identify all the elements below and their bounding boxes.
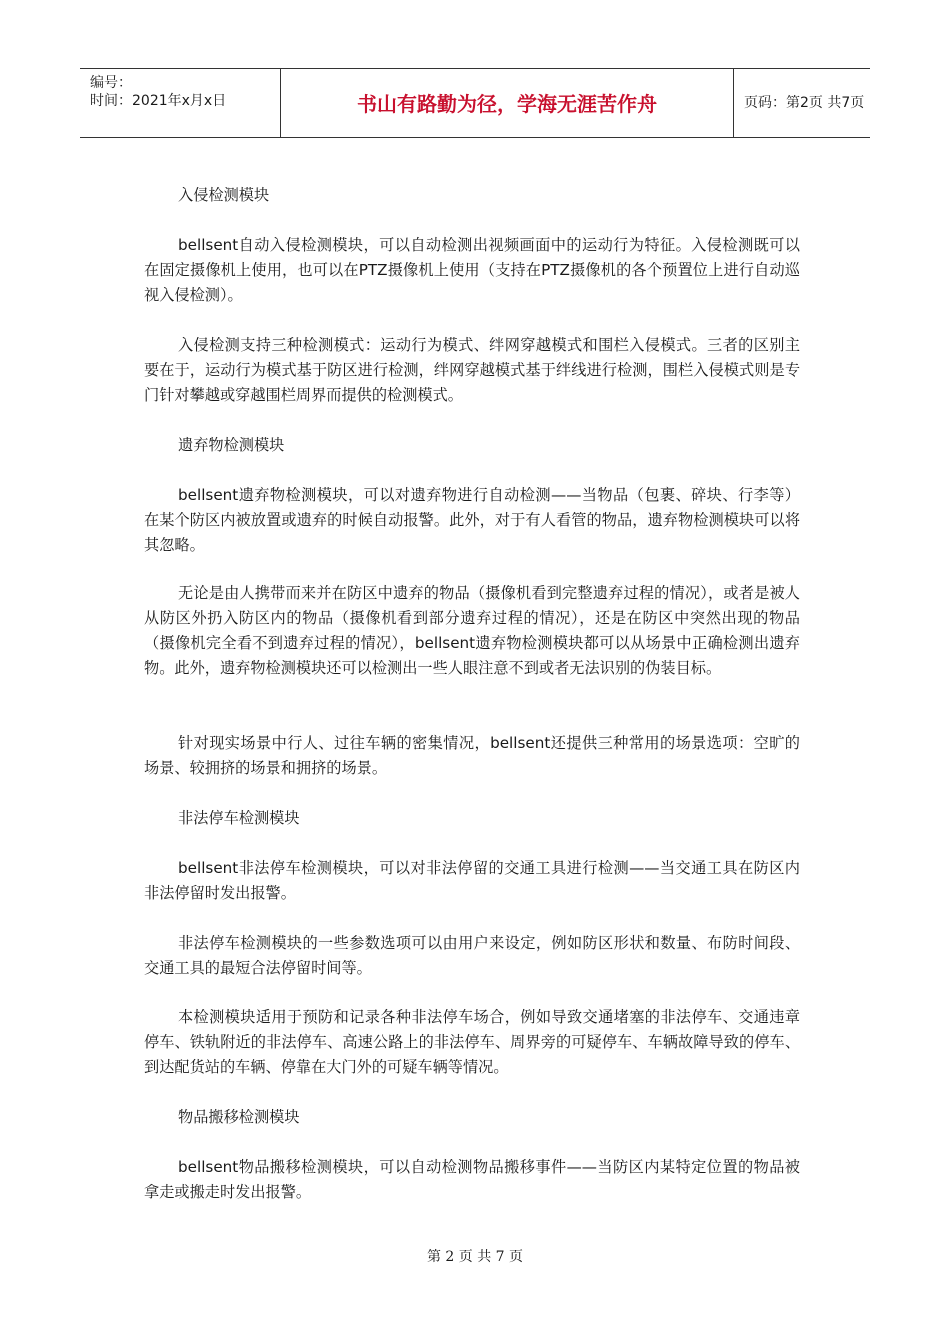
body-paragraph: 本检测模块适用于预防和记录各种非法停车场合，例如导致交通堵塞的非法停车、交通违章停车、铁轨附近的非法停车、高速公路上的非法停车、周界旁的可疑停车、车辆故障导致的停车、到达配货站的车辆、停靠在大门外的可疑车辆等情况。 <box>144 1008 800 1076</box>
page-footer: 第 2 页 共 7 页 <box>426 1249 524 1265</box>
header-page-number: 页码：第2页 共7页 <box>744 95 865 111</box>
document-number-label: 编号： <box>90 75 132 91</box>
header-info-cell <box>80 69 281 137</box>
section-heading: 物品搬移检测模块 <box>178 1108 300 1126</box>
body-paragraph: bellsent遗弃物检测模块，可以对遗弃物进行自动检测——当物品（包裹、碎块、行李等）在某个防区内被放置或遗弃的时候自动报警。此外，对于有人看管的物品，遗弃物检测模块可以将其忽略。 <box>144 486 800 554</box>
body-paragraph: 非法停车检测模块的一些参数选项可以由用户来设定，例如防区形状和数量、布防时间段、交通工具的最短合法停留时间等。 <box>144 934 800 977</box>
document-header <box>80 68 870 138</box>
body-paragraph: bellsent自动入侵检测模块，可以自动检测出视频画面中的运动行为特征。入侵检测既可以在固定摄像机上使用，也可以在PTZ摄像机上使用（支持在PTZ摄像机的各个预置位上进行自动巡视入侵检测）。 <box>144 236 800 304</box>
header-motto: 书山有路勤为径，学海无涯苦作舟 <box>357 92 657 116</box>
body-paragraph: 针对现实场景中行人、过往车辆的密集情况，bellsent还提供三种常用的场景选项：空旷的场景、较拥挤的场景和拥挤的场景。 <box>144 734 800 777</box>
body-paragraph: 无论是由人携带而来并在防区中遗弃的物品（摄像机看到完整遗弃过程的情况），或者是被人从防区外扔入防区内的物品（摄像机看到部分遗弃过程的情况），还是在防区中突然出现的物品（摄像机完全看不到遗弃过程的情况），bellsent遗弃物检测模块都可以从场景中正确检测出遗弃物。此外，遗弃物检测模块还可以检测出一些人眼注意不到或者无法识别的伪装目标。 <box>144 584 800 677</box>
section-heading: 非法停车检测模块 <box>178 809 300 827</box>
body-paragraph: bellsent物品搬移检测模块，可以自动检测物品搬移事件——当防区内某特定位置的物品被拿走或搬走时发出报警。 <box>144 1158 800 1201</box>
body-paragraph: bellsent非法停车检测模块，可以对非法停留的交通工具进行检测——当交通工具在防区内非法停留时发出报警。 <box>144 859 800 902</box>
body-paragraph: 入侵检测支持三种检测模式：运动行为模式、绊网穿越模式和围栏入侵模式。三者的区别主要在于，运动行为模式基于防区进行检测，绊网穿越模式基于绊线进行检测，围栏入侵模式则是专门针对攀越或穿越围栏周界而提供的检测模式。 <box>144 336 800 404</box>
document-date-label: 时间：2021年x月x日 <box>90 93 227 109</box>
header-motto-cell <box>281 69 734 137</box>
header-page-cell <box>734 69 870 137</box>
section-heading: 遗弃物检测模块 <box>178 436 285 454</box>
section-heading: 入侵检测模块 <box>178 186 270 204</box>
